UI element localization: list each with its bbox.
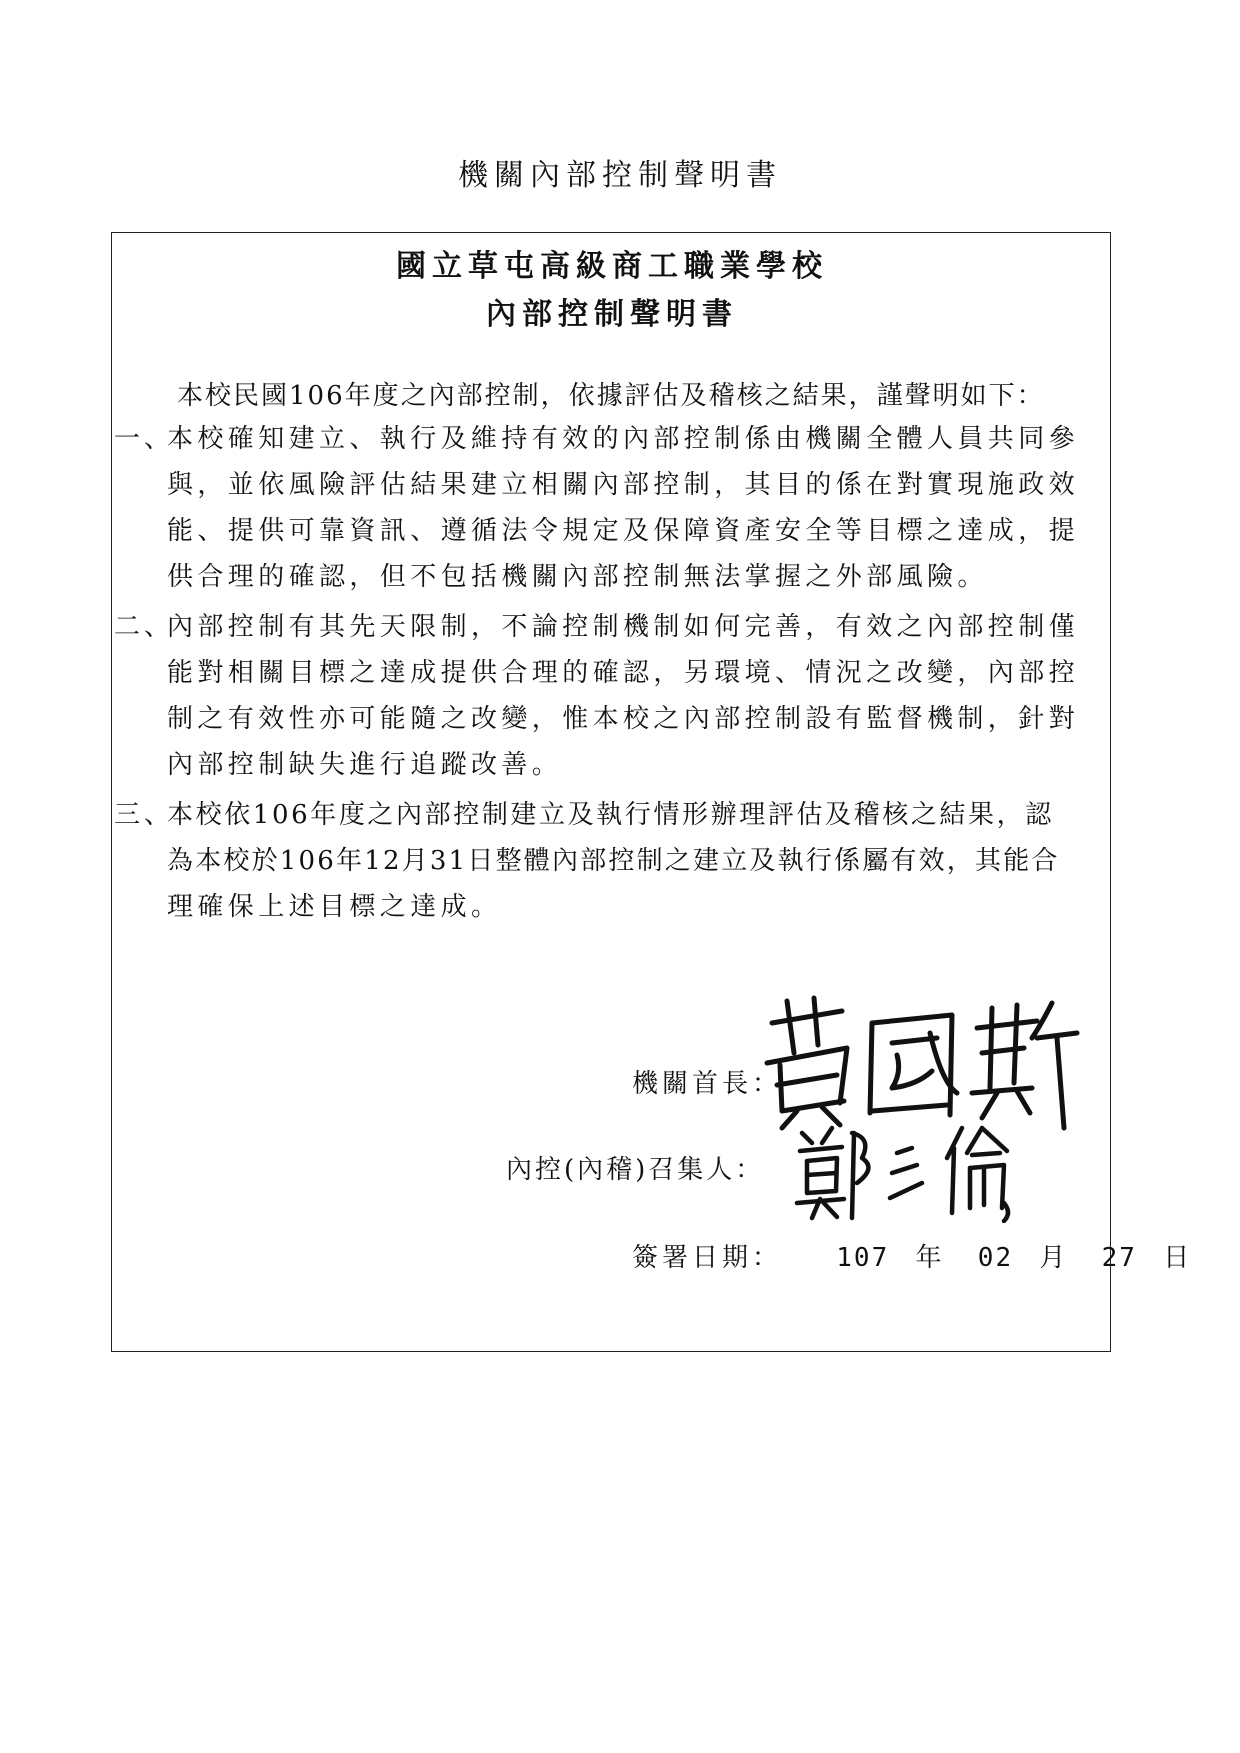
clause-line: 本校依106年度之內部控制建立及執行情形辦理評估及稽核之結果，認 (167, 800, 1054, 830)
clause-line: 內部控制有其先天限制，不論控制機制如何完善，有效之內部控制僅 (167, 612, 1080, 642)
page-heading: 機關內部控制聲明書 (458, 158, 782, 193)
signing-date (632, 1237, 1199, 1274)
clause-line: 能對相關目標之達成提供合理的確認，另環境、情況之改變，內部控 (167, 658, 1080, 688)
signing-month: 02 (977, 1243, 1014, 1273)
clause-line: 與，並依風險評估結果建立相關內部控制，其目的係在對實現施政效 (167, 470, 1080, 500)
clause-line: 本校確知建立、執行及維持有效的內部控制係由機關全體人員共同參 (167, 424, 1080, 454)
clause-line: 供合理的確認，但不包括機關內部控制無法掌握之外部風險。 (167, 562, 988, 592)
clause-line: 為本校於106年12月31日整體內部控制之建立及執行係屬有效，其能合 (167, 846, 1060, 876)
clause-line: 制之有效性亦可能隨之改變，惟本校之內部控制設有監督機制，針對 (167, 704, 1080, 734)
clause-marker: 一、 (114, 424, 175, 454)
clause-line: 內部控制缺失進行追蹤改善。 (167, 750, 563, 780)
organization-title: 國立草屯高級商工職業學校 (396, 249, 828, 284)
signing-date-label: 簽署日期： (632, 1243, 783, 1273)
signing-year: 107 (836, 1243, 890, 1273)
head-signature-label: 機關首長： (632, 1069, 783, 1099)
clause-line: 能、提供可靠資訊、遵循法令規定及保障資產安全等目標之達成，提 (167, 516, 1080, 546)
convener-signature-label: 內控(內稽)召集人： (506, 1155, 765, 1185)
declaration-frame (111, 232, 1194, 1352)
clause-line: 理確保上述目標之達成。 (167, 892, 502, 922)
clause-marker: 三、 (114, 800, 175, 830)
statement-intro: 本校民國106年度之內部控制，依據評估及稽核之結果，謹聲明如下： (177, 381, 1045, 411)
document-title: 內部控制聲明書 (486, 297, 738, 332)
month-unit: 月 (1039, 1243, 1070, 1273)
convener-signature (792, 1113, 1022, 1223)
year-unit: 年 (915, 1243, 946, 1273)
day-unit: 日 (1163, 1243, 1194, 1273)
signing-day: 27 (1101, 1243, 1137, 1273)
clause-marker: 二、 (114, 612, 175, 642)
head-signature (752, 993, 1082, 1133)
